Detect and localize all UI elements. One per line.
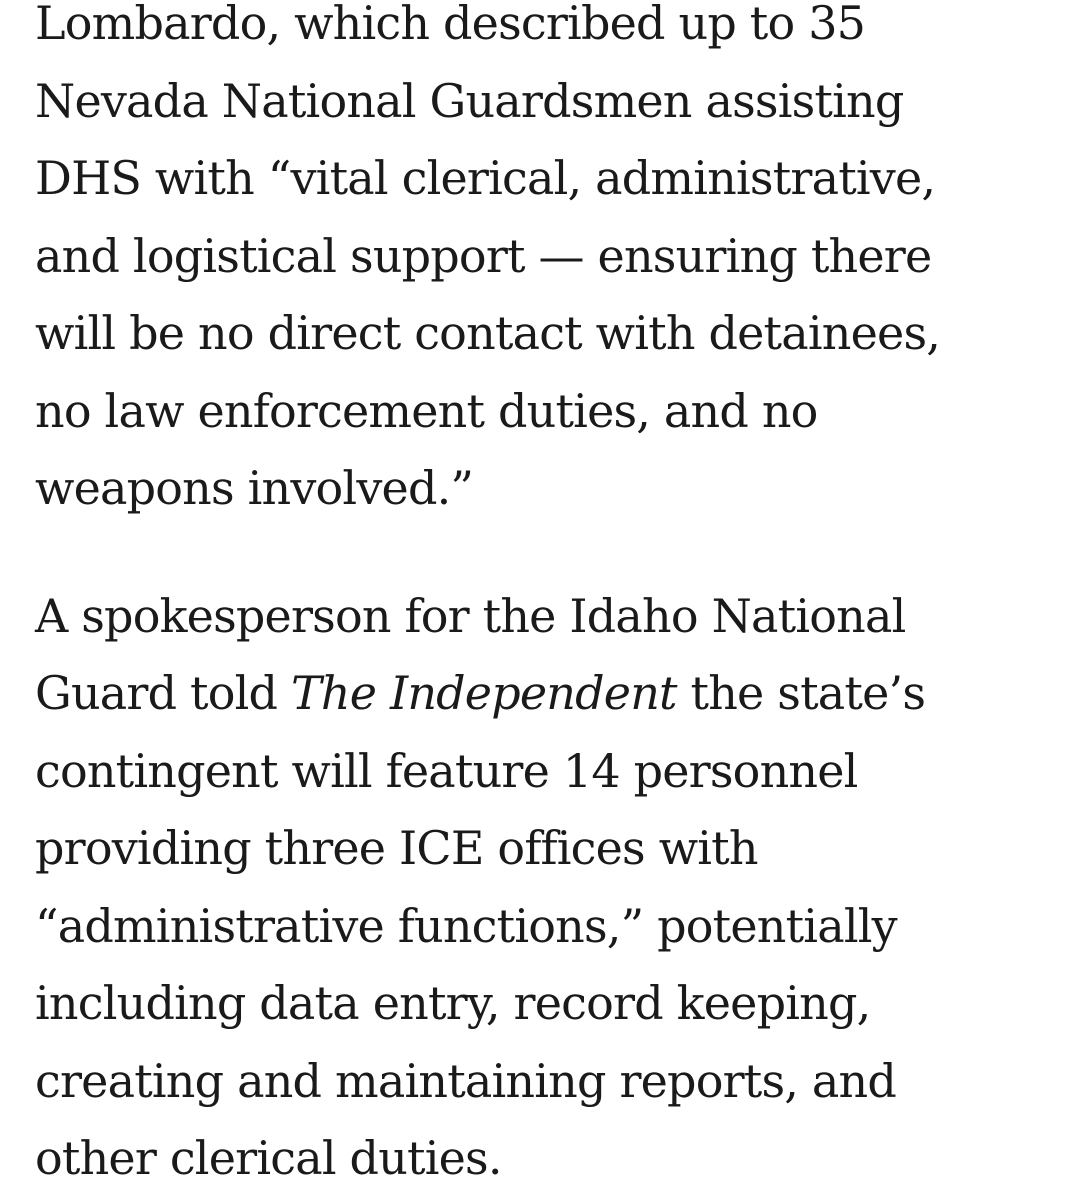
article-body xyxy=(35,0,1045,1198)
text-line: other clerical duties. xyxy=(35,1131,502,1185)
text-line xyxy=(35,655,1045,733)
publication-name: The Independent xyxy=(291,666,677,720)
text-line: A spokesperson for the Idaho National xyxy=(35,588,906,643)
text-line: weapons involved.” xyxy=(35,461,474,515)
text-line: no law enforcement duties, and no xyxy=(35,383,818,438)
paragraph xyxy=(35,578,1045,1198)
text-line: including data entry, record keeping, xyxy=(35,976,871,1030)
text-line: “administrative functions,” potentially xyxy=(35,898,897,953)
text-segment: the state’s xyxy=(676,666,926,720)
text-segment: Guard told xyxy=(35,666,292,720)
paragraph xyxy=(35,0,1045,528)
text-line: contingent will feature 14 personnel xyxy=(35,743,858,798)
text-line: creating and maintaining reports, and xyxy=(35,1053,897,1108)
text-line: Nevada National Guardsmen assisting xyxy=(35,73,904,128)
text-line: providing three ICE offices with xyxy=(35,821,758,875)
text-line: Lombardo, which described up to 35 xyxy=(35,0,866,50)
text-line: and logistical support — ensuring there xyxy=(35,228,932,283)
text-line: DHS with “vital clerical, administrative, xyxy=(35,151,936,205)
text-line: will be no direct contact with detainees, xyxy=(35,306,941,360)
